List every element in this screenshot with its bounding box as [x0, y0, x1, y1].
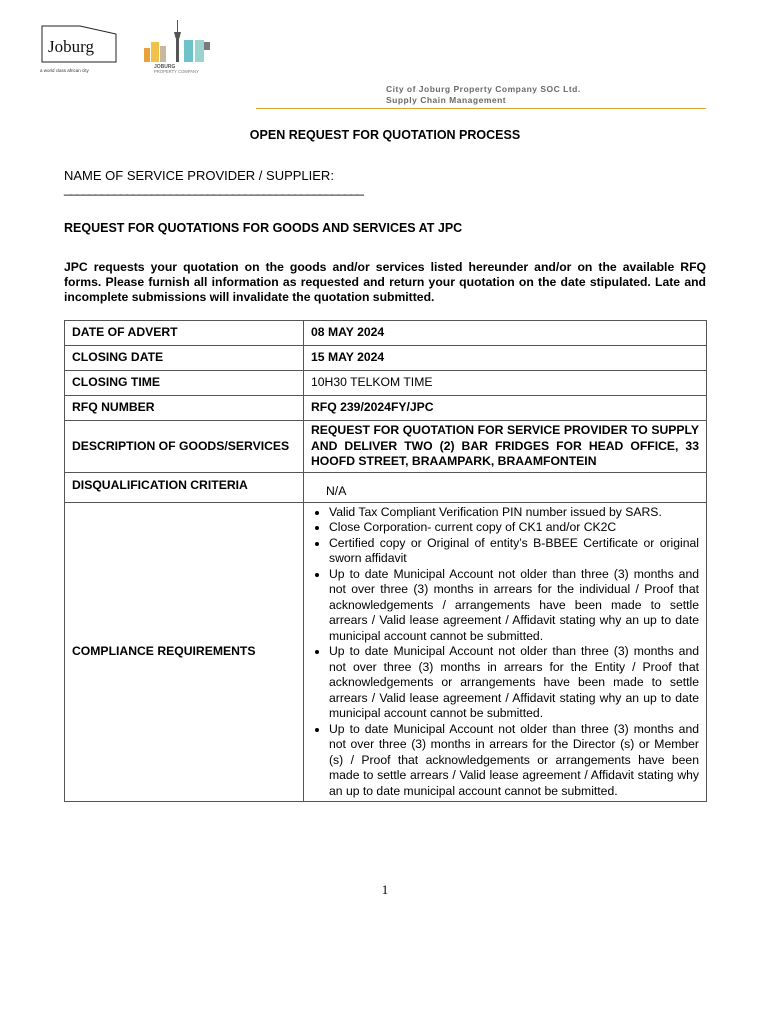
row-value: N/A	[304, 472, 707, 502]
header-rule	[256, 108, 706, 109]
row-label: DATE OF ADVERT	[65, 321, 304, 346]
compliance-list	[311, 505, 699, 800]
table-row	[65, 472, 707, 502]
row-value: REQUEST FOR QUOTATION FOR SERVICE PROVIDER TO SUPPLY AND DELIVER TWO (2) BAR FRIDGES FOR HEAD OFFICE, 33 HOOFD STREET, BRAAMPARK, BRAAMFONTEIN	[304, 421, 707, 473]
provider-label: NAME OF SERVICE PROVIDER / SUPPLIER:	[64, 168, 334, 183]
row-value: 08 MAY 2024	[304, 321, 707, 346]
row-value: 15 MAY 2024	[304, 346, 707, 371]
provider-name-line: ________________________________________________	[64, 181, 364, 196]
row-label: CLOSING DATE	[65, 346, 304, 371]
svg-text:a world class african city: a world class african city	[40, 68, 89, 73]
list-item: • Valid Tax Compliant Verification PIN number issued by SARS.	[329, 505, 699, 521]
row-label: DISQUALIFICATION CRITERIA	[65, 472, 304, 502]
list-item: • Close Corporation- current copy of CK1 and/or CK2C	[329, 520, 699, 536]
document-title: OPEN REQUEST FOR QUOTATION PROCESS	[249, 128, 521, 142]
table-row	[65, 396, 707, 421]
row-value: 10H30 TELKOM TIME	[304, 371, 707, 396]
table-row	[65, 421, 707, 473]
row-label: CLOSING TIME	[65, 371, 304, 396]
header-department: Supply Chain Management	[386, 95, 507, 105]
row-label: RFQ NUMBER	[65, 396, 304, 421]
table-row	[65, 346, 707, 371]
row-value: RFQ 239/2024FY/JPC	[304, 396, 707, 421]
compliance-list-cell	[304, 502, 707, 802]
joburg-logo	[38, 24, 118, 74]
jpc-logo	[140, 18, 220, 76]
table-row	[65, 321, 707, 346]
list-item: • Up to date Municipal Account not older than three (3) months and not over three (3) months in arrears for the Entity / Proof that acknowledgements or arrangements have been made to settle arrears / Valid lease agreement / Affidavit stating why an up to date municipal account cannot be submitted.	[329, 644, 699, 722]
page-number: 1	[381, 882, 389, 897]
svg-text:PROPERTY COMPANY: PROPERTY COMPANY	[154, 69, 199, 74]
table-row	[65, 371, 707, 396]
rfq-heading: REQUEST FOR QUOTATIONS FOR GOODS AND SERVICES AT JPC	[64, 221, 463, 235]
row-label: DESCRIPTION OF GOODS/SERVICES	[65, 421, 304, 473]
compliance-label: COMPLIANCE REQUIREMENTS	[65, 502, 304, 802]
table-row	[65, 502, 707, 802]
rfq-info-table	[64, 320, 707, 802]
list-item: • Up to date Municipal Account not older than three (3) months and not over three (3) months in arrears for the Director (s) or Member (s) / Proof that acknowledgements or arrangements have been made to settle arrears / Valid lease agreement / Affidavit stating why an up to date municipal account cannot be submitted.	[329, 722, 699, 800]
list-item: • Up to date Municipal Account not older than three (3) months and not over three (3) months in arrears for the individual / Proof that acknowledgements / arrangements have been made to settle arrears / Valid lease agreement / Affidavit stating why an up to date municipal account cannot be submitted.	[329, 567, 699, 645]
list-item: • Certified copy or Original of entity’s B-BBEE Certificate or original sworn affidavit	[329, 536, 699, 567]
header-company: City of Joburg Property Company SOC Ltd.	[386, 84, 581, 94]
svg-text:JOBURG: JOBURG	[154, 64, 176, 70]
svg-text:Joburg: Joburg	[48, 37, 94, 56]
intro-paragraph: JPC requests your quotation on the goods and/or services listed hereunder and/or on the available RFQ forms. Please furnish all information as requested and return your quotation on the date stipulated. Late and incomplete submissions will invalidate the quotation submitted.	[64, 260, 706, 304]
